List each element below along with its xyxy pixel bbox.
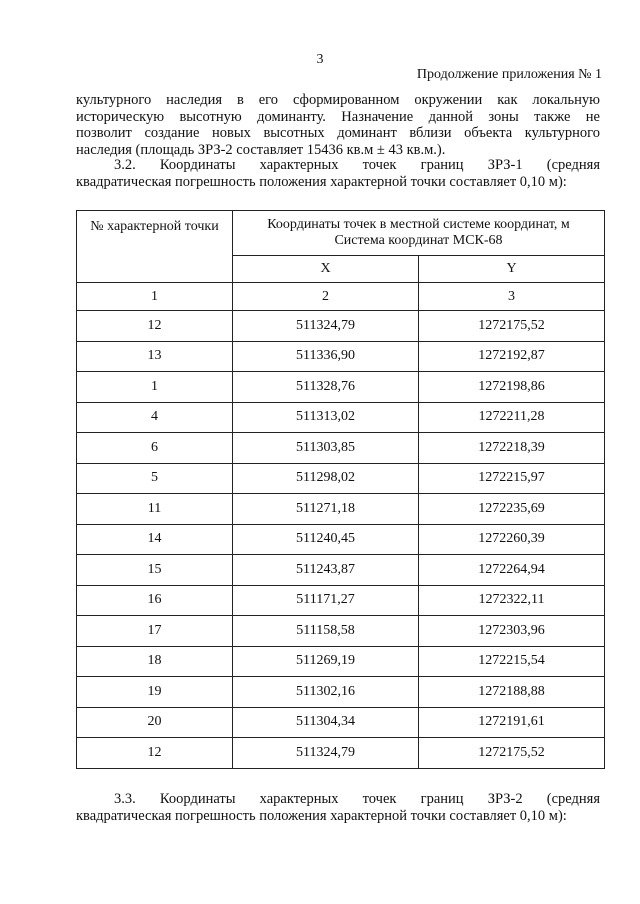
x-cell: 511336,90 [233, 341, 419, 372]
point-cell: 16 [77, 585, 233, 616]
y-cell: 1272188,88 [419, 677, 605, 708]
header-coordinates-line1: Координаты точек в местной системе координат, м [267, 217, 570, 232]
x-cell: 511240,45 [233, 524, 419, 555]
point-cell: 4 [77, 402, 233, 433]
x-cell: 511271,18 [233, 494, 419, 525]
paragraph-line: позволит создание новых высотных доминант вблизи объекта культурного [76, 125, 600, 141]
point-cell: 1 [77, 372, 233, 403]
x-cell: 511298,02 [233, 463, 419, 494]
x-cell: 511313,02 [233, 402, 419, 433]
x-cell: 511243,87 [233, 555, 419, 586]
y-cell: 1272198,86 [419, 372, 605, 403]
point-cell: 11 [77, 494, 233, 525]
point-cell: 5 [77, 463, 233, 494]
y-cell: 1272235,69 [419, 494, 605, 525]
x-cell: 511171,27 [233, 585, 419, 616]
table-row [77, 738, 605, 769]
table-row [77, 494, 605, 525]
point-cell: 13 [77, 341, 233, 372]
table-row [77, 646, 605, 677]
table-row [77, 677, 605, 708]
table-row [77, 372, 605, 403]
x-cell: 511304,34 [233, 707, 419, 738]
paragraph-zone-description [76, 92, 600, 158]
appendix-continuation-note: Продолжение приложения № 1 [416, 67, 602, 82]
x-cell: 511158,58 [233, 616, 419, 647]
point-cell: 19 [77, 677, 233, 708]
table-row [77, 341, 605, 372]
y-cell: 1272260,39 [419, 524, 605, 555]
y-cell: 1272191,61 [419, 707, 605, 738]
x-cell: 511302,16 [233, 677, 419, 708]
paragraph-line: культурного наследия в его сформированном окружении как локальную [76, 92, 600, 108]
coordinates-table [76, 210, 605, 769]
column-number: 2 [233, 283, 419, 311]
point-cell: 12 [77, 738, 233, 769]
table-row [77, 463, 605, 494]
paragraph-line: 3.2. Координаты характерных точек границ ЗРЗ-1 (средняя [114, 157, 600, 173]
x-cell: 511303,85 [233, 433, 419, 464]
point-cell: 15 [77, 555, 233, 586]
y-cell: 1272192,87 [419, 341, 605, 372]
point-cell: 18 [77, 646, 233, 677]
point-cell: 6 [77, 433, 233, 464]
paragraph-line: 3.3. Координаты характерных точек границ ЗРЗ-2 (средняя [114, 791, 600, 807]
header-y: Y [419, 256, 605, 283]
point-cell: 12 [77, 311, 233, 342]
paragraph-section-3-3 [76, 791, 600, 824]
y-cell: 1272175,52 [419, 738, 605, 769]
column-number: 1 [77, 283, 233, 311]
table-row [77, 402, 605, 433]
page-number: 3 [316, 52, 324, 67]
y-cell: 1272303,96 [419, 616, 605, 647]
table-row [77, 433, 605, 464]
point-cell: 17 [77, 616, 233, 647]
y-cell: 1272215,54 [419, 646, 605, 677]
table-row [77, 707, 605, 738]
paragraph-line: наследия (площадь ЗРЗ-2 составляет 15436 кв.м ± 43 кв.м.). [76, 141, 446, 158]
y-cell: 1272264,94 [419, 555, 605, 586]
y-cell: 1272322,11 [419, 585, 605, 616]
table-row [77, 555, 605, 586]
point-cell: 14 [77, 524, 233, 555]
y-cell: 1272211,28 [419, 402, 605, 433]
table-row [77, 524, 605, 555]
paragraph-line: историческую высотную доминанту. Назначение данной зоны также не [76, 108, 600, 125]
x-cell: 511328,76 [233, 372, 419, 403]
y-cell: 1272218,39 [419, 433, 605, 464]
table-row [77, 616, 605, 647]
header-point-number: № характерной точки [77, 211, 233, 283]
paragraph-section-3-2 [76, 157, 600, 190]
y-cell: 1272215,97 [419, 463, 605, 494]
table-row [77, 311, 605, 342]
header-coordinates [233, 211, 605, 256]
y-cell: 1272175,52 [419, 311, 605, 342]
paragraph-line: квадратическая погрешность положения характерной точки составляет 0,10 м): [76, 807, 567, 824]
header-coordinates-line2: Система координат МСК-68 [334, 233, 503, 248]
paragraph-line: квадратическая погрешность положения характерной точки составляет 0,10 м): [76, 173, 567, 190]
header-x: X [233, 256, 419, 283]
table-row [77, 585, 605, 616]
x-cell: 511324,79 [233, 738, 419, 769]
x-cell: 511269,19 [233, 646, 419, 677]
point-cell: 20 [77, 707, 233, 738]
column-number: 3 [419, 283, 605, 311]
x-cell: 511324,79 [233, 311, 419, 342]
